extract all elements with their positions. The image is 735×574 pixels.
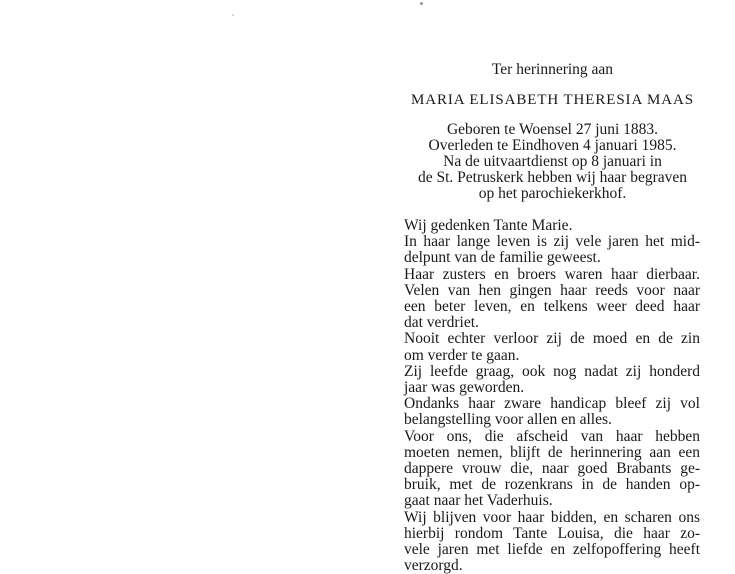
memorial-text bbox=[404, 218, 700, 574]
memorial-text-line: vele jaren met liefde en zelfopoffering heeft bbox=[404, 541, 700, 559]
memorial-text-line: In haar lange leven is zij vele jaren het mid- bbox=[404, 233, 700, 251]
memorial-text-line: Wij blijven voor haar bidden, en scharen ons bbox=[404, 508, 700, 526]
memorial-text-line: Ondanks haar zware handicap bleef zij vol bbox=[404, 395, 700, 413]
scan-speck bbox=[232, 14, 234, 16]
memorial-text-line: bruik, met de rozenkrans in de handen op- bbox=[404, 476, 700, 494]
memorial-text-line: moeten nemen, blijft de herinnering aan een bbox=[404, 443, 700, 461]
memorial-text-line: belangstelling voor allen en alles. bbox=[404, 411, 612, 429]
deceased-name: MARIA ELISABETH THERESIA MAAS bbox=[411, 92, 694, 108]
memorial-text-line: Nooit echter verloor zij de moed en de zin bbox=[404, 330, 700, 348]
memorial-text-line: gaat naar het Vaderhuis. bbox=[404, 492, 553, 510]
birth-line: Geboren te Woensel 27 juni 1883. bbox=[446, 121, 659, 138]
memorial-text-line: dappere vrouw die, naar goed Brabants ge- bbox=[404, 460, 700, 478]
scan-speck bbox=[420, 2, 423, 5]
remembrance-intro: Ter herinnering aan bbox=[491, 61, 614, 78]
funeral-line: Na de uitvaartdienst op 8 januari in bbox=[443, 153, 662, 170]
church-line: de St. Petruskerk hebben wij haar begraven bbox=[417, 169, 687, 186]
memorial-text-line: Wij gedenken Tante Marie. bbox=[404, 217, 573, 234]
memorial-text-line: om verder te gaan. bbox=[404, 346, 520, 364]
memorial-text-line: verzorgd. bbox=[404, 557, 463, 574]
memorial-text-line: Voor ons, die afscheid van haar hebben bbox=[404, 427, 700, 445]
memorial-text-line: Zij leefde graag, ook nog nadat zij honderd bbox=[404, 362, 700, 380]
memorial-text-line: hierbij rondom Tante Louisa, die haar zo- bbox=[404, 524, 700, 542]
memorial-text-line: delpunt van de familie geweest. bbox=[404, 249, 601, 267]
memorial-text-line: jaar was geworden. bbox=[404, 379, 525, 397]
life-details bbox=[380, 122, 725, 202]
burial-line: op het parochiekerkhof. bbox=[478, 185, 627, 202]
memorial-text-line: Haar zusters en broers waren haar dierbaar. bbox=[404, 265, 700, 283]
memorial-text-line: een beter leven, en telkens weer deed haar bbox=[404, 298, 700, 316]
memorial-text-line: Velen van hen gingen haar reeds voor naar bbox=[404, 281, 700, 299]
death-line: Overleden te Eindhoven 4 januari 1985. bbox=[428, 137, 677, 154]
memorial-text-line: dat verdriet. bbox=[404, 314, 479, 332]
